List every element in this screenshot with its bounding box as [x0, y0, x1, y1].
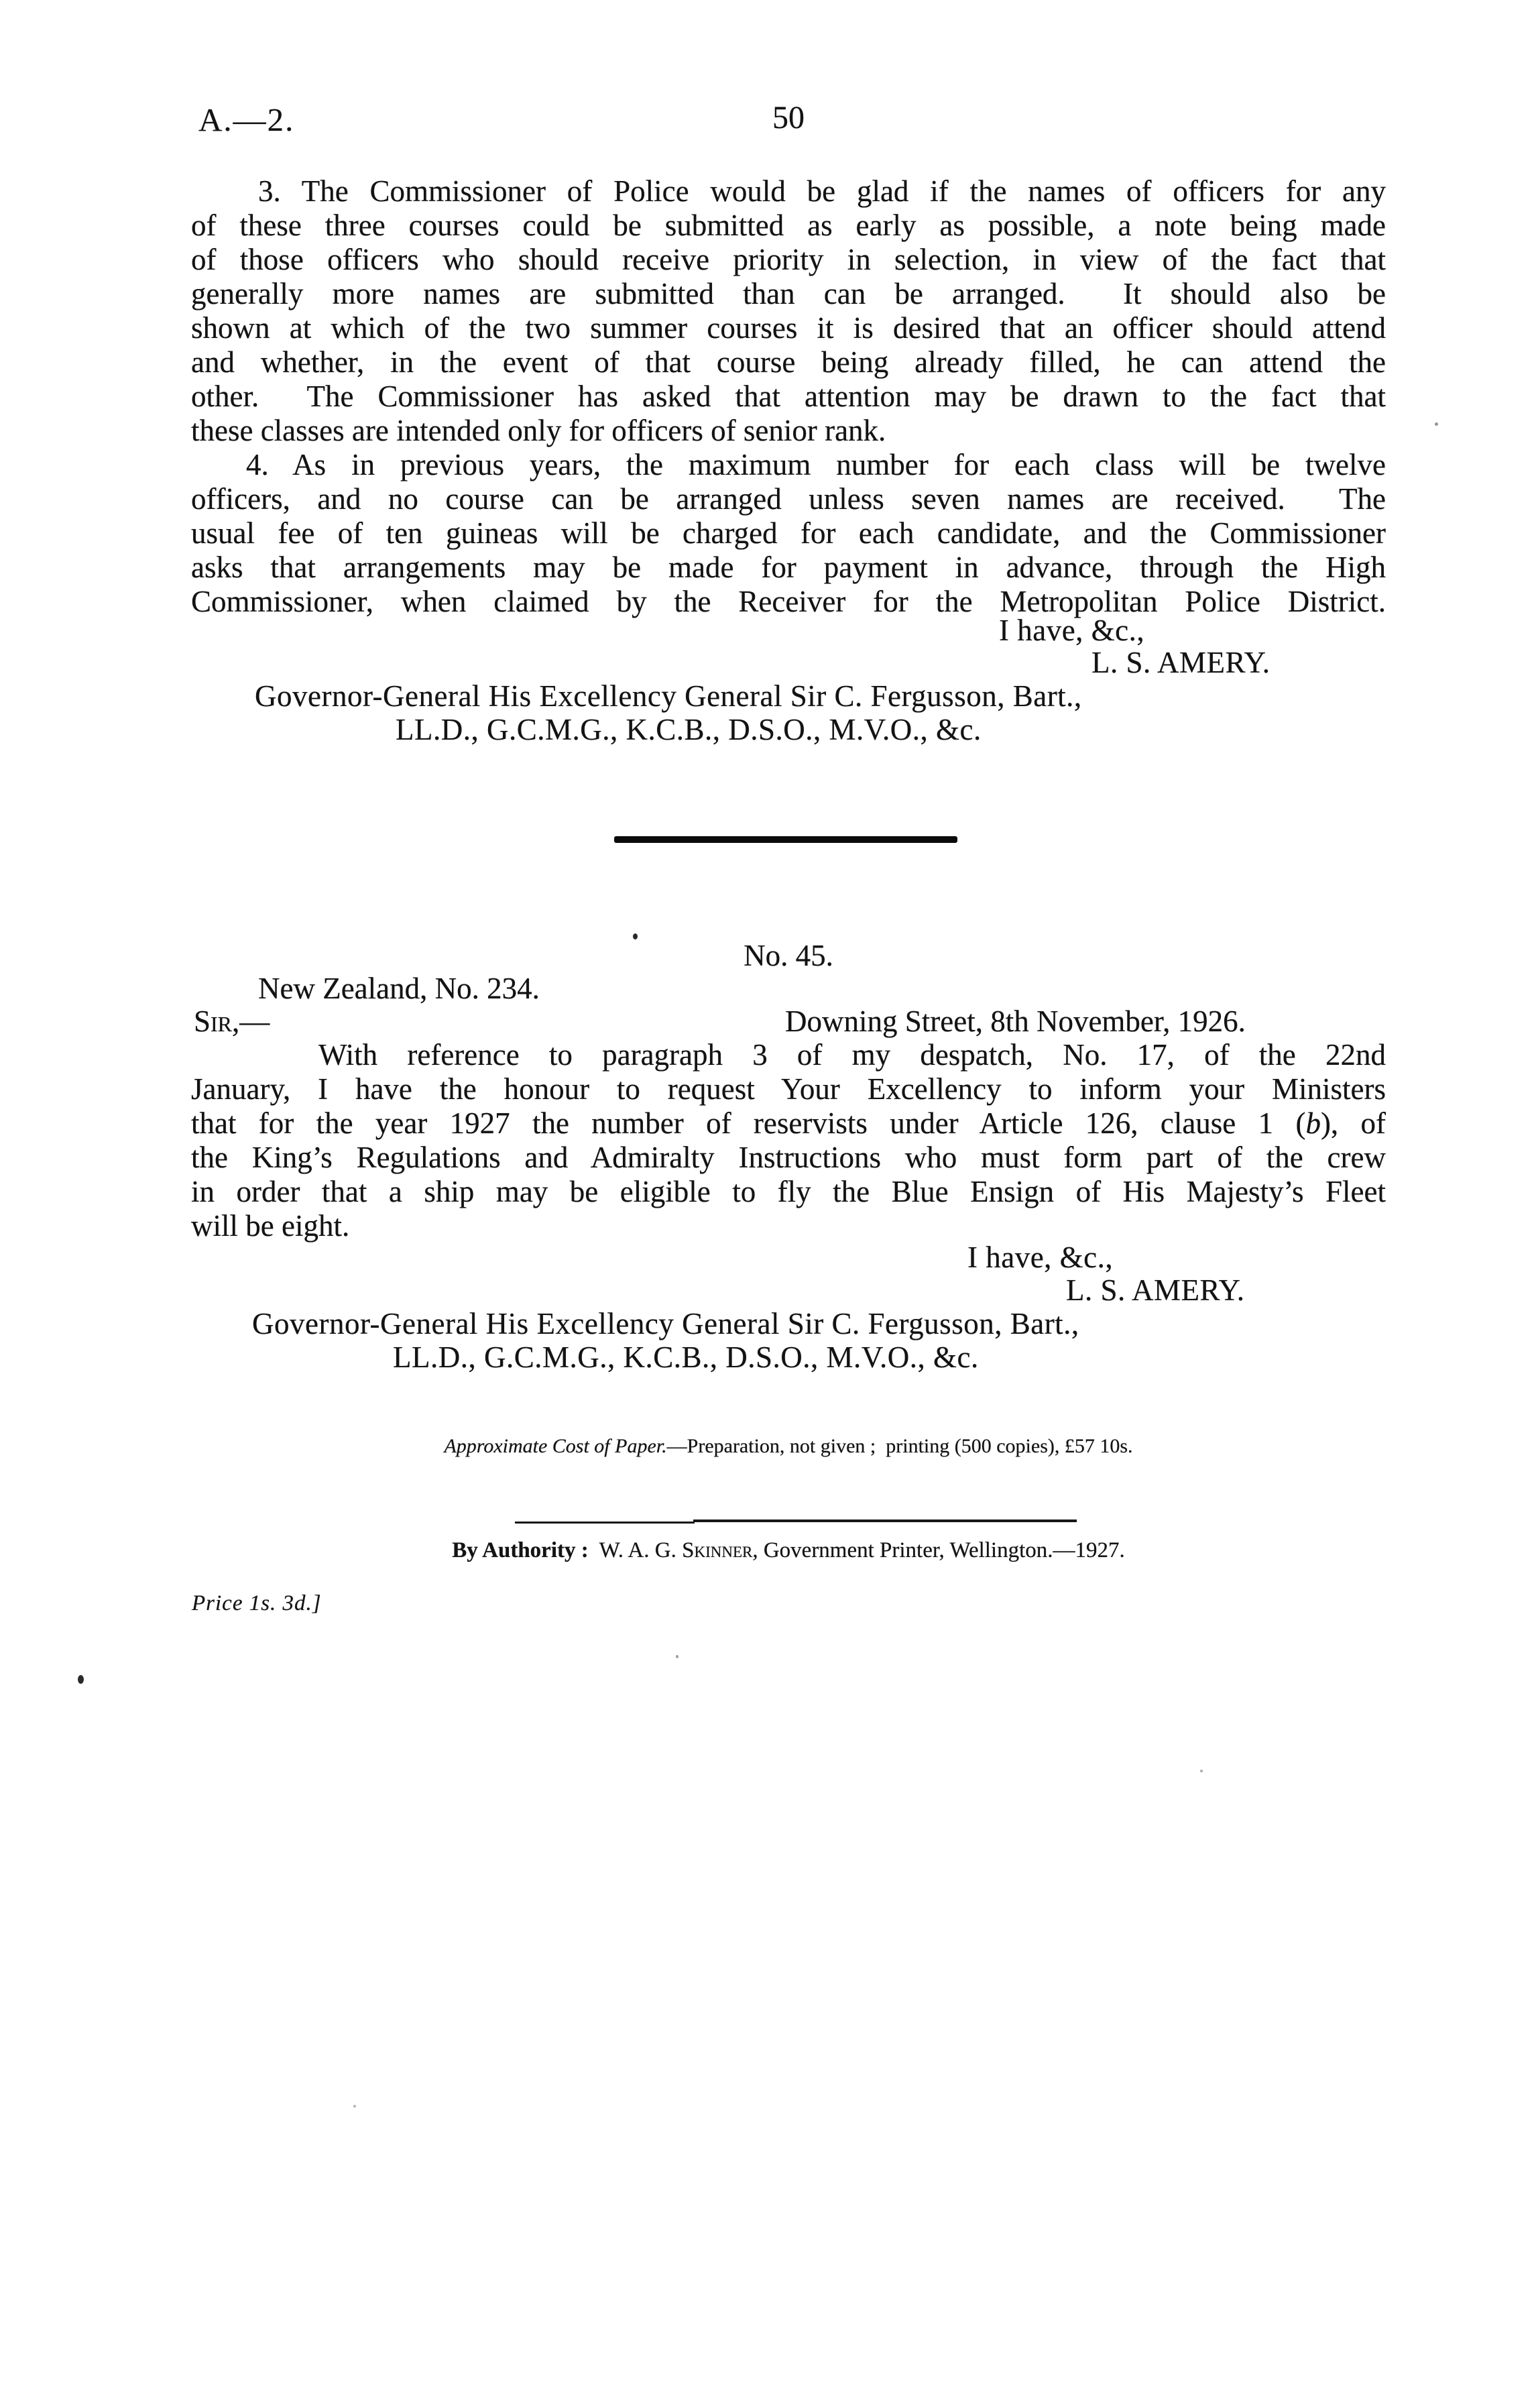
price-note: Price 1s. 3d.]: [192, 1591, 322, 1615]
signature: L. S. AMERY.: [1091, 646, 1271, 679]
body-line-text: that for the year 1927 the number of reservists under Article 126, clause 1 (: [191, 1106, 1306, 1140]
paragraph-3-line: of these three courses could be submitted as early as possible, a note being made: [191, 209, 1386, 242]
scan-speck: [633, 933, 638, 939]
document-reference: A.—2.: [198, 101, 295, 138]
paragraph-3-line: generally more names are submitted than can be arranged. It should also be: [191, 277, 1386, 310]
despatch-reference: New Zealand, No. 234.: [258, 972, 540, 1005]
paragraph-4-line: 4. As in previous years, the maximum number for each class will be twelve: [246, 448, 1386, 481]
paragraph-4-line: usual fee of ten guineas will be charged for each candidate, and the Commissioner: [191, 516, 1386, 550]
scan-speck: [1435, 422, 1438, 426]
cost-note-detail: —Preparation, not given ; printing (500 copies), £57 10s.: [666, 1435, 1133, 1457]
cost-note: [191, 1434, 1386, 1458]
section-divider: [614, 836, 957, 843]
authority-name-initials: W. A. G.: [588, 1538, 683, 1562]
scan-speck: [1200, 1770, 1203, 1772]
valediction: I have, &c.,: [999, 614, 1145, 647]
body-line-text: ), of: [1320, 1106, 1386, 1140]
addressee-line: Governor-General His Excellency General Sir C. Fergusson, Bart.,: [255, 679, 1082, 713]
body-line: [191, 1106, 1386, 1141]
dateline: Downing Street, 8th November, 1926.: [785, 1005, 1246, 1038]
addressee-line: LL.D., G.C.M.G., K.C.B., D.S.O., M.V.O., &c.: [393, 1340, 979, 1374]
paragraph-3-line: shown at which of the two summer courses it is desired that an officer should attend: [191, 311, 1386, 345]
paragraph-3-line: of those officers who should receive priority in selection, in view of the fact that: [191, 243, 1386, 276]
letter-heading: No. 45.: [744, 939, 833, 972]
paragraph-3-line: these classes are intended only for officers of senior rank.: [191, 414, 886, 447]
valediction: I have, &c.,: [967, 1241, 1114, 1274]
body-line: will be eight.: [191, 1209, 350, 1243]
scan-speck: [676, 1655, 678, 1658]
paragraph-4-line: asks that arrangements may be made for payment in advance, through the High: [191, 551, 1386, 584]
page-number: 50: [772, 100, 805, 135]
body-line: the King’s Regulations and Admiralty Instructions who must form part of the crew: [191, 1141, 1386, 1174]
salutation: Sir,—: [194, 1005, 270, 1038]
authority-line: [191, 1537, 1386, 1564]
scan-speck: [78, 1675, 84, 1684]
italic-clause-letter: b: [1305, 1106, 1321, 1140]
addressee-line: LL.D., G.C.M.G., K.C.B., D.S.O., M.V.O., &c.: [396, 713, 982, 746]
paragraph-4-line: Commissioner, when claimed by the Receiver for the Metropolitan Police District.: [191, 585, 1386, 618]
paragraph-3-line: 3. The Commissioner of Police would be glad if the names of officers for any: [258, 174, 1386, 208]
cost-note-title: Approximate Cost of Paper.: [444, 1435, 667, 1457]
paragraph-3-line: other. The Commissioner has asked that attention may be drawn to the fact that: [191, 380, 1386, 413]
printer-name: Skinner: [682, 1538, 753, 1562]
letter-44-body: [191, 174, 1386, 619]
addressee-line: Governor-General His Excellency General Sir C. Fergusson, Bart.,: [252, 1307, 1079, 1340]
imprint-rule-left: [515, 1522, 695, 1524]
scan-speck: [353, 2105, 356, 2108]
body-line: With reference to paragraph 3 of my despatch, No. 17, of the 22nd: [318, 1038, 1386, 1072]
body-line: in order that a ship may be eligible to fly the Blue Ensign of His Majesty’s Fleet: [191, 1175, 1386, 1208]
imprint-rule-right: [693, 1520, 1077, 1522]
signature: L. S. AMERY.: [1066, 1273, 1245, 1307]
letter-45-body: [191, 1038, 1386, 1243]
body-line: January, I have the honour to request Your Excellency to inform your Ministers: [191, 1072, 1386, 1106]
authority-detail: , Government Printer, Wellington.—1927.: [752, 1538, 1125, 1562]
paragraph-4-line: officers, and no course can be arranged unless seven names are received. The: [191, 482, 1386, 516]
paragraph-3-line: and whether, in the event of that course being already filled, he can attend the: [191, 345, 1386, 379]
authority-lead: By Authority :: [452, 1538, 589, 1562]
